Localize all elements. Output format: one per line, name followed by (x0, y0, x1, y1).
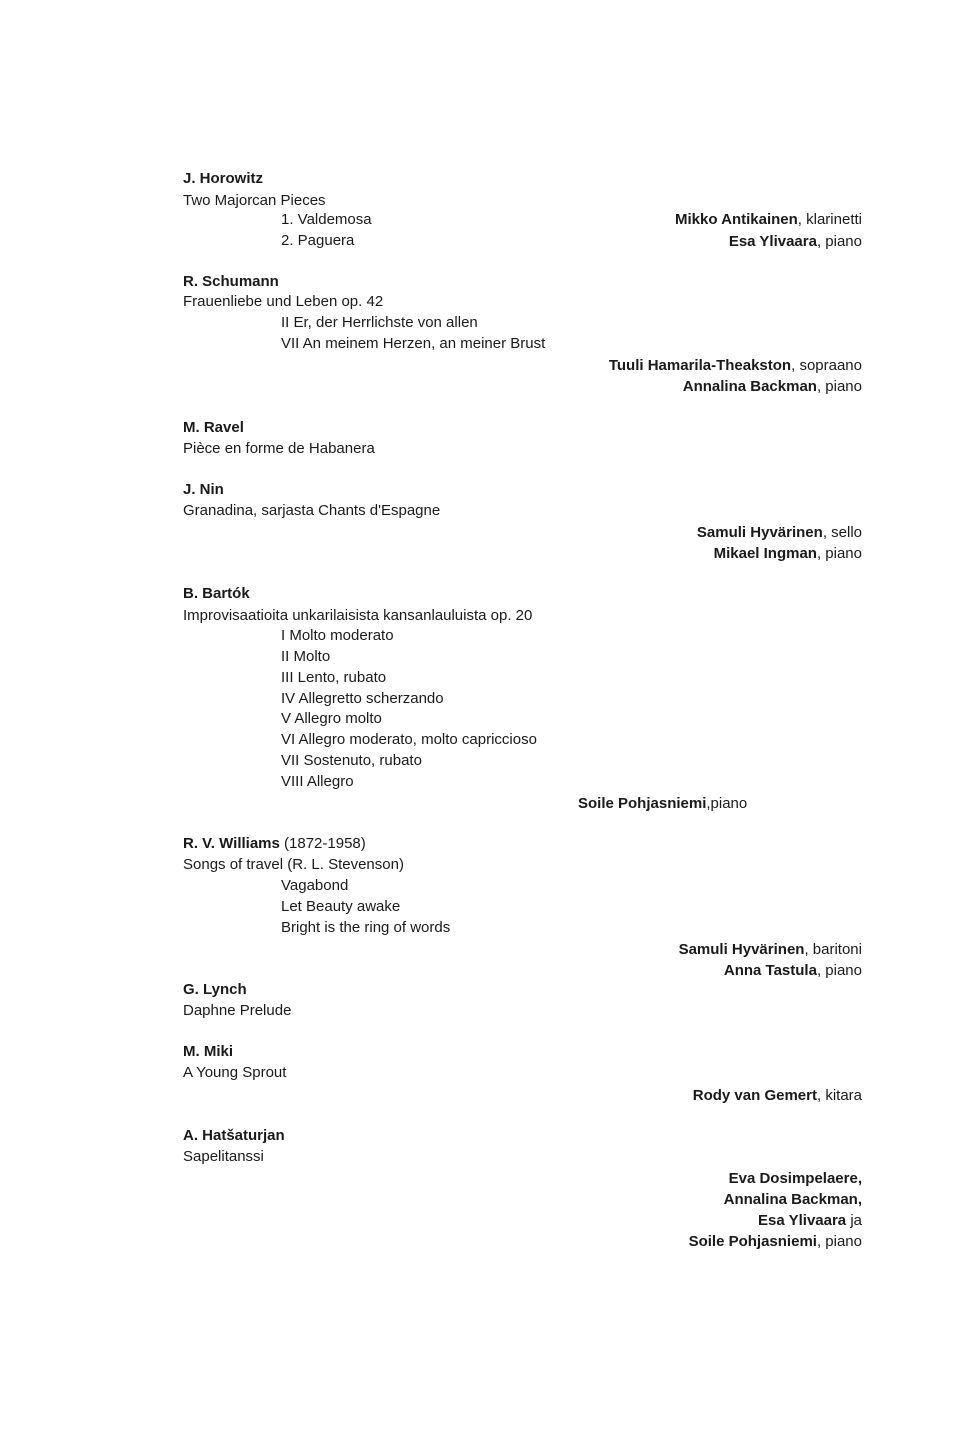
movement: V Allegro molto (281, 710, 382, 727)
movement: 2. Paguera (281, 232, 355, 249)
movement: Bright is the ring of words (281, 919, 451, 936)
work-title: Frauenliebe und Leben op. 42 (183, 293, 384, 310)
composer-lynch: G. Lynch (183, 981, 247, 998)
movement: VII Sostenuto, rubato (281, 752, 422, 769)
performer: Annalina Backman, (723, 1191, 862, 1208)
movement: II Er, der Herrlichste von allen (281, 314, 478, 331)
performer: Anna Tastula, piano (723, 962, 862, 979)
performer: Mikko Antikainen, klarinetti (674, 211, 862, 228)
performer: Soile Pohjasniemi, piano (688, 1233, 862, 1250)
movement: Vagabond (281, 877, 349, 894)
composer-williams: R. V. Williams (1872-1958) (183, 835, 366, 852)
movement: II Molto (281, 648, 331, 665)
work-title: Two Majorcan Pieces (183, 192, 326, 209)
performer: Soile Pohjasniemi,piano (578, 795, 748, 812)
performer: Mikael Ingman, piano (713, 545, 862, 562)
composer-nin: J. Nin (183, 481, 224, 498)
work-title: Daphne Prelude (183, 1002, 292, 1019)
movement: IV Allegretto scherzando (281, 690, 444, 707)
movement: VIII Allegro (281, 773, 354, 790)
composer-schumann: R. Schumann (183, 273, 279, 290)
performer: Esa Ylivaara ja (758, 1212, 862, 1229)
performer: Eva Dosimpelaere, (728, 1170, 862, 1187)
movement: VI Allegro moderato, molto capriccioso (281, 731, 537, 748)
composer-hatsaturjan: A. Hatšaturjan (183, 1127, 285, 1144)
performer: Samuli Hyvärinen, sello (696, 524, 862, 541)
work-title: Sapelitanssi (183, 1148, 264, 1165)
performer: Tuuli Hamarila-Theakston, sopraano (608, 357, 862, 374)
movement: VII An meinem Herzen, an meiner Brust (281, 335, 546, 352)
performer: Annalina Backman, piano (682, 378, 862, 395)
movement: III Lento, rubato (281, 669, 387, 686)
movement: I Molto moderato (281, 627, 394, 644)
performer: Samuli Hyvärinen, baritoni (678, 941, 862, 958)
performer: Rody van Gemert, kitara (692, 1087, 862, 1104)
work-title: Pièce en forme de Habanera (183, 440, 375, 457)
composer-horowitz: J. Horowitz (183, 170, 264, 187)
composer-miki: M. Miki (183, 1043, 234, 1060)
composer-ravel: M. Ravel (183, 419, 244, 436)
movement: Let Beauty awake (281, 898, 401, 915)
work-title: Improvisaatioita unkarilaisista kansanlauluista op. 20 (183, 607, 533, 624)
performer: Esa Ylivaara, piano (728, 233, 862, 250)
work-title: Songs of travel (R. L. Stevenson) (183, 856, 404, 873)
movement: 1. Valdemosa (281, 211, 372, 228)
composer-bartok: B. Bartók (183, 585, 250, 602)
work-title: A Young Sprout (183, 1064, 287, 1081)
work-title: Granadina, sarjasta Chants d'Espagne (183, 502, 441, 519)
